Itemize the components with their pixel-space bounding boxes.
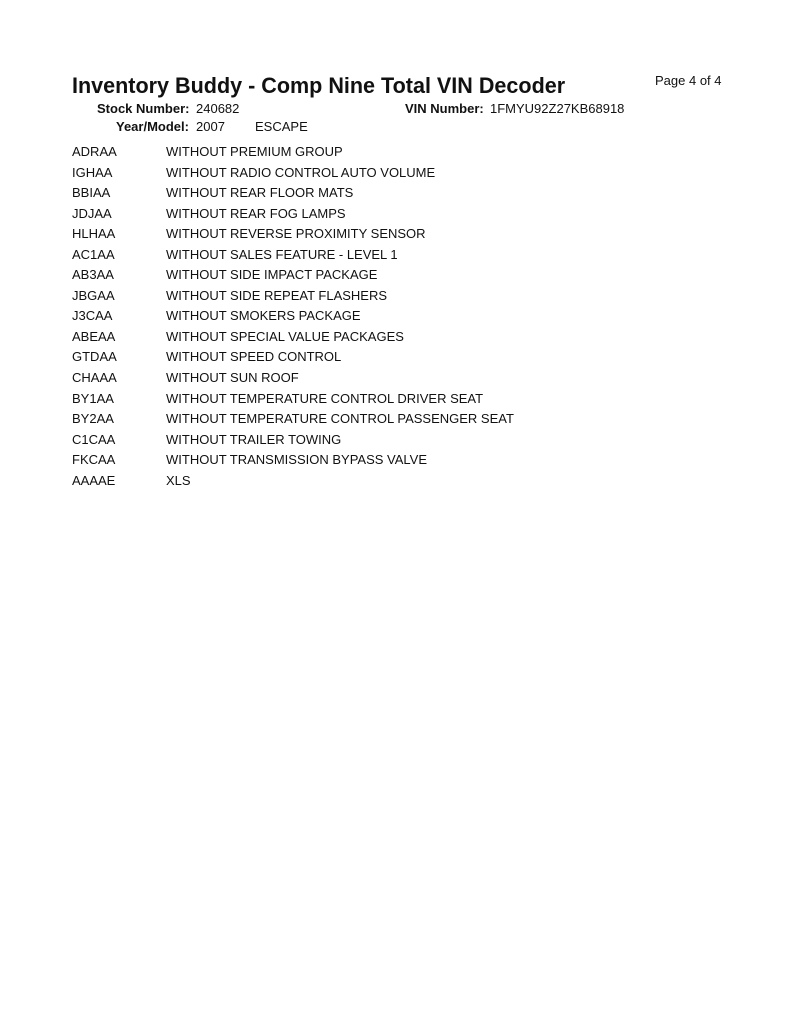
option-description: WITHOUT SIDE IMPACT PACKAGE <box>166 267 378 283</box>
option-description: XLS <box>166 472 191 488</box>
page-title: Inventory Buddy - Comp Nine Total VIN Decoder <box>72 73 566 98</box>
option-code: HLHAA <box>72 226 116 242</box>
option-code: BBIAA <box>72 185 111 201</box>
option-description: WITHOUT REAR FLOOR MATS <box>166 185 354 201</box>
option-description: WITHOUT REAR FOG LAMPS <box>166 205 346 221</box>
option-description: WITHOUT SIDE REPEAT FLASHERS <box>166 287 388 303</box>
option-code: AAAAE <box>72 472 116 488</box>
option-description: WITHOUT PREMIUM GROUP <box>166 144 343 159</box>
option-description: WITHOUT TEMPERATURE CONTROL PASSENGER SEAT <box>166 411 514 427</box>
option-code: ABEAA <box>72 328 116 344</box>
option-code: GTDAA <box>72 349 117 365</box>
option-code: IGHAA <box>72 164 113 180</box>
option-description: WITHOUT REVERSE PROXIMITY SENSOR <box>166 226 426 242</box>
option-description: WITHOUT TRANSMISSION BYPASS VALVE <box>166 452 428 468</box>
option-code: CHAAA <box>72 370 117 386</box>
option-description: WITHOUT SPEED CONTROL <box>166 349 342 365</box>
option-code: FKCAA <box>72 452 116 468</box>
option-code: C1CAA <box>72 431 116 447</box>
option-description: WITHOUT TEMPERATURE CONTROL DRIVER SEAT <box>166 390 484 406</box>
option-code: AB3AA <box>72 267 114 283</box>
option-code: JDJAA <box>72 205 112 221</box>
year-value: 2007 <box>196 119 225 134</box>
vin-label: VIN Number: <box>405 101 484 116</box>
page-indicator: Page 4 of 4 <box>655 73 722 88</box>
option-code: JBGAA <box>72 287 115 303</box>
stock-number-label: Stock Number: <box>97 101 190 116</box>
option-code: ADRAA <box>72 144 117 159</box>
option-description: WITHOUT RADIO CONTROL AUTO VOLUME <box>166 164 436 180</box>
stock-number-value: 240682 <box>196 101 240 116</box>
model-value: ESCAPE <box>255 119 308 134</box>
option-description: WITHOUT TRAILER TOWING <box>166 431 342 447</box>
year-model-label: Year/Model: <box>116 119 189 134</box>
option-code: AC1AA <box>72 246 115 262</box>
option-description: WITHOUT SUN ROOF <box>166 370 299 386</box>
option-code: J3CAA <box>72 308 113 324</box>
option-code: BY2AA <box>72 411 114 427</box>
vin-value: 1FMYU92Z27KB68918 <box>490 101 625 116</box>
option-code: BY1AA <box>72 390 114 406</box>
option-description: WITHOUT SMOKERS PACKAGE <box>166 308 361 324</box>
option-description: WITHOUT SALES FEATURE - LEVEL 1 <box>166 246 398 262</box>
option-description: WITHOUT SPECIAL VALUE PACKAGES <box>166 328 404 344</box>
